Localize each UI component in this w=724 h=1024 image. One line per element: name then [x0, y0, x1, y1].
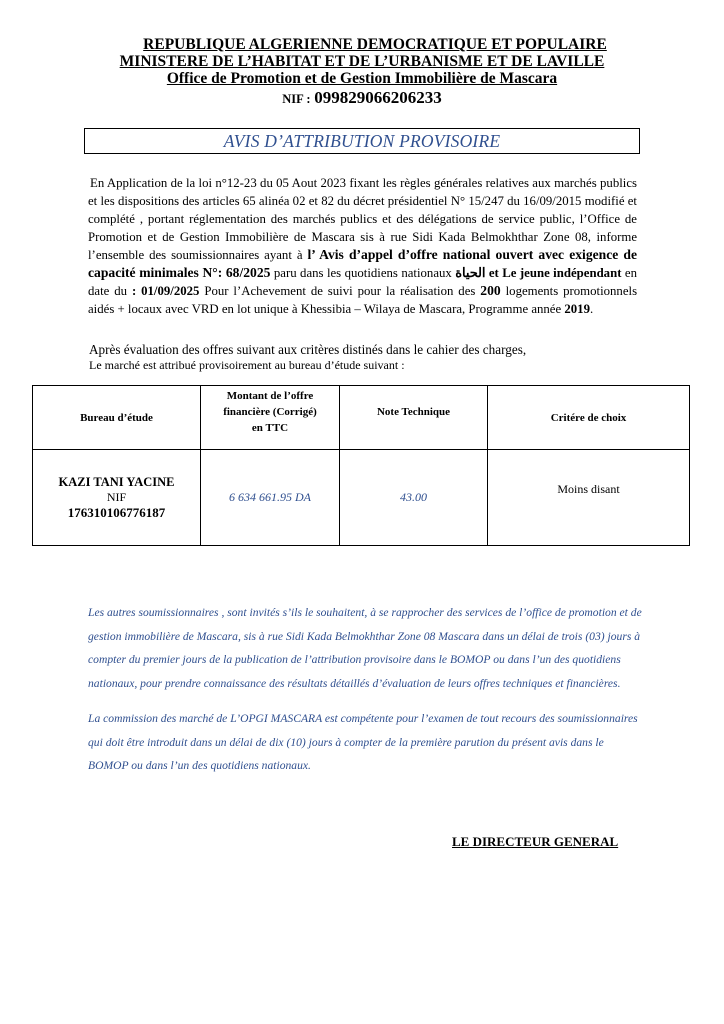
- office-nif: [0, 88, 724, 109]
- para-part-e: logements promotionnels aidés + locaux avec VRD en lot unique à Khessibia – Wilaya de Mascara, Programme année: [88, 284, 638, 316]
- table-header-row: [33, 386, 690, 450]
- header-bureau: Bureau d’étude: [33, 386, 201, 450]
- office-nif-label: NIF :: [282, 92, 311, 106]
- header-critere: Critére de choix: [488, 386, 690, 450]
- award-sentence: Le marché est attribué provisoirement au bureau d’étude suivant :: [89, 358, 405, 372]
- offer-amount: 6 634 661.95 DA: [229, 490, 311, 504]
- republic-heading: REPUBLIQUE ALGERIENNE DEMOCRATIQUE ET POPULAIRE: [143, 36, 607, 53]
- para-intro: En Application de la loi n°12-23 du 05 Aout 2023 fixant les règles générales relatives aux marchés publics et les dispositions des articles 65 alinéa 02 et 82 du décret présidentiel N° 15/247 du 16/09/2015 modifié et complété , portant réglementation des marchés publics et des délégations de service public, l’Office de Promotion et de Gestion Immobilière de Mascara sis à rue Sidi Kada Belmokhthar Zone 08, informe l’ensemble des soumissionnaires ayant à: [88, 176, 637, 262]
- notice-title: AVIS D’ATTRIBUTION PROVISOIRE: [223, 131, 501, 151]
- header-montant: Montant de l’offre financière (Corrigé) en TTC: [201, 386, 340, 450]
- para-part-b: paru dans les quotidiens nationaux: [273, 266, 452, 280]
- newspaper-names: et Le jeune indépendant: [488, 266, 622, 280]
- choice-criterion: Moins disant: [557, 482, 620, 496]
- tender-reference: l’ Avis d’appel d’offre national ouvert avec exigence de capacité minimales N°: 68/2025: [88, 247, 638, 280]
- evaluation-sentence: Après évaluation des offres suivant aux critères distinés dans le cahier des charges,: [89, 342, 527, 357]
- table-row: [33, 450, 690, 546]
- notes-section: [88, 601, 642, 778]
- ministry-heading: MINISTERE DE L’HABITAT ET DE L’URBANISME ET DE LAVILLE: [119, 53, 605, 70]
- office-nif-value: 099829066206233: [314, 88, 442, 107]
- housing-count: 200: [480, 283, 501, 298]
- bureau-nif-value: 176310106776187: [67, 504, 166, 520]
- newspaper-arabic: الحياة: [455, 266, 486, 280]
- para-end: .: [589, 302, 594, 316]
- cell-montant: [201, 450, 340, 546]
- para-part-d: Pour l’Achevement de suivi pour la réalisation des: [204, 284, 476, 298]
- office-heading: Office de Promotion et de Gestion Immobilière de Mascara: [166, 70, 558, 87]
- award-table: [32, 385, 690, 546]
- bureau-name: KAZI TANI YACINE: [58, 474, 175, 489]
- technical-score: 43.00: [400, 490, 427, 504]
- note-appeals: La commission des marché de L’OPGI MASCARA est compétente pour l’examen de tout recours des soumissionnaires qui doit être introduit dans un délai de dix (10) jours à compter de la première parution du présent avis dans le BOMOP ou dans l’un des quotidiens nationaux.: [88, 712, 638, 772]
- cell-note: [340, 450, 488, 546]
- notice-title-box: [84, 128, 640, 154]
- document-header: [0, 36, 724, 109]
- cell-bureau: [33, 450, 201, 546]
- bureau-nif-label: NIF: [106, 489, 127, 504]
- signature-title: LE DIRECTEUR GENERAL: [452, 834, 619, 849]
- header-note: Note Technique: [340, 386, 488, 450]
- para-part-c: en date du: [88, 266, 637, 298]
- program-year: 2019: [564, 302, 590, 316]
- cell-critere: [488, 450, 690, 546]
- main-paragraph: [88, 174, 637, 318]
- note-other-bidders: Les autres soumissionnaires , sont invités s’ils le souhaitent, à se rapprocher des services de l’office de promotion et de gestion immobilière de Mascara, sis à rue Sidi Kada Belmokhthar Zone 08 Mascara dans un délai de trois (03) jours à compter du premier jours de la publication de l’attribution provisoire dans le BOMOP ou dans l’un des quotidiens nationaux, pour prendre connaissance des résultats détaillés d’évaluation de leurs offres techniques et financières.: [88, 606, 642, 690]
- publication-date: : 01/09/2025: [131, 284, 200, 298]
